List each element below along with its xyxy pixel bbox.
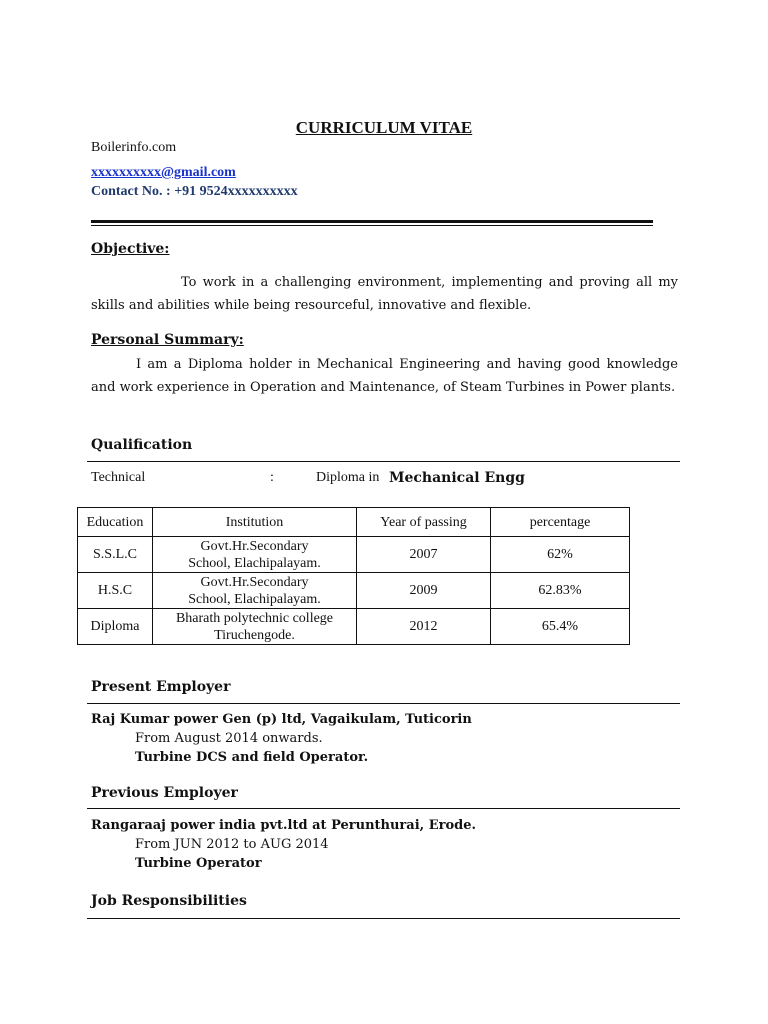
qualification-table — [77, 507, 630, 645]
percentage-cell: 62.83% — [491, 573, 630, 609]
table-row — [78, 573, 630, 609]
institution-line1: Bharath polytechnic college — [175, 610, 334, 626]
technical-value-specialization: Mechanical Engg — [389, 470, 525, 486]
year-cell: 2012 — [357, 609, 491, 645]
percentage-cell: 65.4% — [491, 609, 630, 645]
document-title: CURRICULUM VITAE — [295, 118, 473, 137]
technical-value-prefix: Diploma in — [316, 470, 380, 485]
personal-summary-text: I am a Diploma holder in Mechanical Engineering and having good knowledge and work experience in Operation and Maintenance, of Steam Turbines in Power plants. — [91, 357, 678, 395]
present-employer-company: Raj Kumar power Gen (p) ltd, Vagaikulam, Tuticorin — [91, 712, 472, 727]
education-cell: H.S.C — [78, 573, 153, 609]
table-row — [78, 609, 630, 645]
present-employer-role: Turbine DCS and field Operator. — [135, 750, 369, 765]
header-divider-thick — [91, 220, 653, 223]
institution-line2: School, Elachipalayam. — [188, 591, 321, 607]
previous-employer-heading: Previous Employer — [91, 785, 238, 801]
institution-line2: Tiruchengode. — [214, 627, 295, 643]
header-divider-thin — [91, 225, 653, 226]
personal-summary-heading: Personal Summary: — [91, 332, 244, 348]
table-header-education: Education — [78, 508, 153, 537]
institution-cell — [153, 537, 357, 573]
percentage-cell: 62% — [491, 537, 630, 573]
year-cell: 2009 — [357, 573, 491, 609]
table-header-row — [78, 508, 630, 537]
institution-line1: Govt.Hr.Secondary — [200, 574, 309, 590]
technical-colon: : — [270, 470, 274, 485]
job-responsibilities-divider — [87, 918, 680, 919]
technical-label: Technical — [91, 470, 146, 485]
education-cell: S.S.L.C — [78, 537, 153, 573]
institution-line1: Govt.Hr.Secondary — [200, 538, 309, 554]
website-text: Boilerinfo.com — [91, 140, 177, 155]
email-link[interactable]: xxxxxxxxxx@gmail.com — [91, 165, 236, 180]
table-header-year: Year of passing — [357, 508, 491, 537]
objective-heading: Objective: — [91, 241, 170, 257]
previous-employer-role: Turbine Operator — [135, 856, 262, 871]
table-header-percentage: percentage — [491, 508, 630, 537]
objective-text: To work in a challenging environment, implementing and proving all my skills and abilities while being resourceful, innovative and flexible. — [91, 275, 678, 313]
qualification-divider — [87, 461, 680, 462]
contact-number: Contact No. : +91 9524xxxxxxxxxx — [91, 184, 298, 199]
table-row — [78, 537, 630, 573]
institution-cell — [153, 573, 357, 609]
table-header-institution: Institution — [153, 508, 357, 537]
present-employer-divider — [87, 703, 680, 704]
institution-line2: School, Elachipalayam. — [188, 555, 321, 571]
previous-employer-company: Rangaraaj power india pvt.ltd at Perunthurai, Erode. — [91, 818, 477, 833]
qualification-heading: Qualification — [91, 437, 193, 453]
job-responsibilities-heading: Job Responsibilities — [91, 893, 247, 909]
education-cell: Diploma — [78, 609, 153, 645]
present-employer-heading: Present Employer — [91, 679, 231, 695]
previous-employer-period: From JUN 2012 to AUG 2014 — [135, 837, 329, 852]
year-cell: 2007 — [357, 537, 491, 573]
present-employer-period: From August 2014 onwards. — [135, 731, 323, 746]
institution-cell — [153, 609, 357, 645]
previous-employer-divider — [87, 808, 680, 809]
